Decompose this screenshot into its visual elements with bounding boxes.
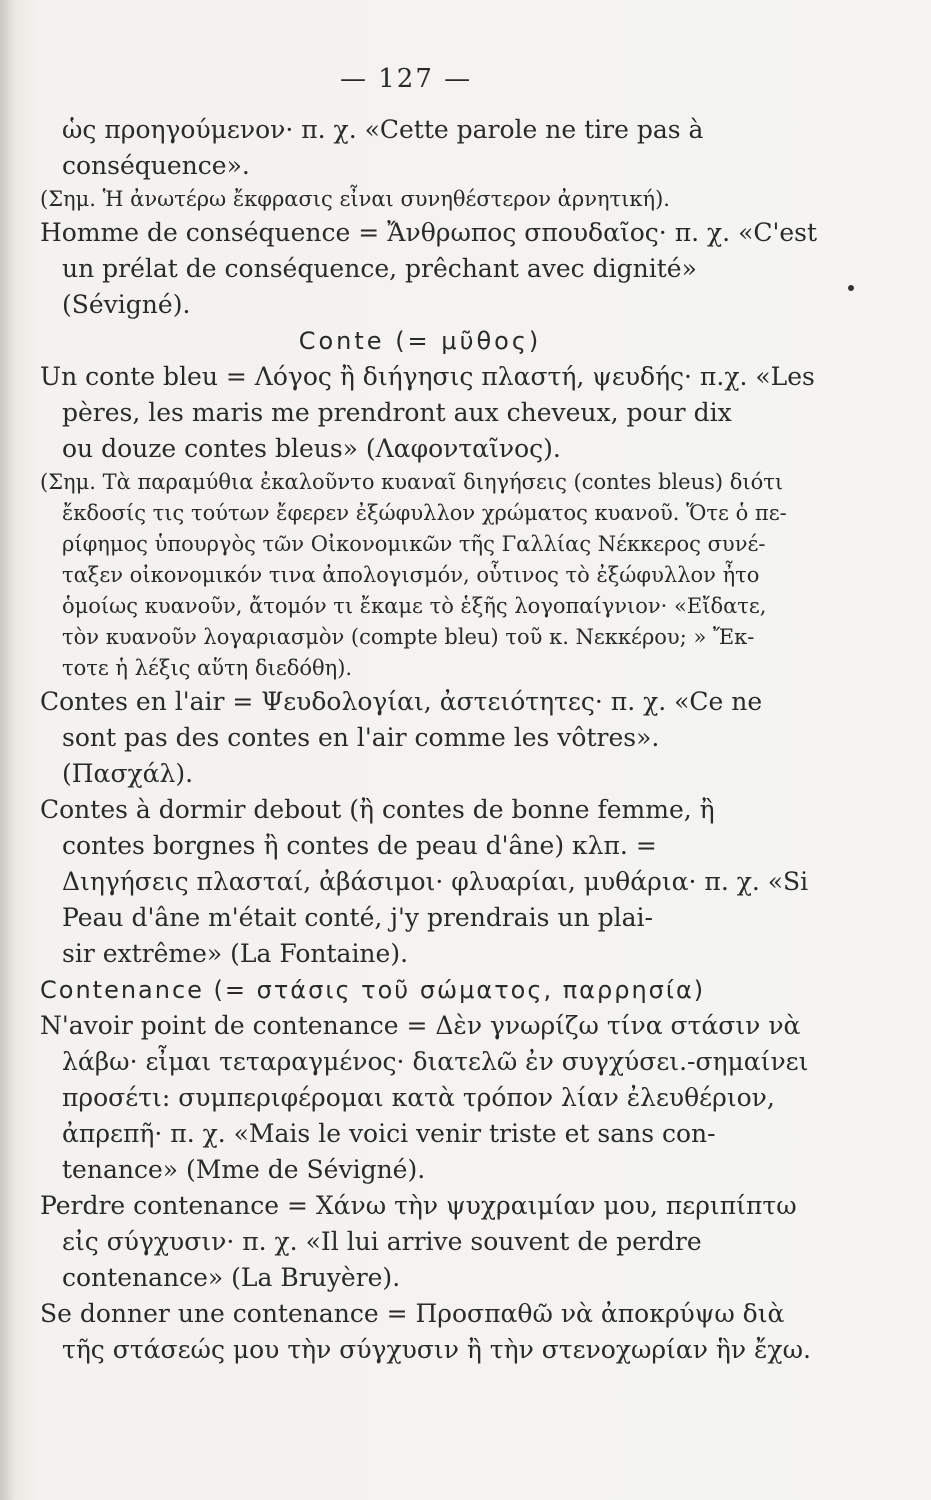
text-line: ἀπρεπῆ· π. χ. «Mais le voici venir triste et sans con- [62,1119,716,1148]
text-line: pères, les maris me prendront aux cheveux, pour dix [62,398,732,427]
text-line: Contes à dormir debout (ἢ contes de bonne femme, ἢ [40,795,715,824]
text-line: ρίφημος ὑπουργὸς τῶν Οἰκονομικῶν τῆς Γαλλίας Νέκκερος συνέ- [62,532,766,556]
text-line: contenance» (La Bruyère). [62,1263,401,1292]
text-line: contes borgnes ἢ contes de peau d'âne) κλπ. = [62,831,657,860]
text-line: (Sévigné). [62,290,191,319]
text-line: Conte (= μῦθος) [298,327,542,355]
text-line: (Σημ. Ἡ ἀνωτέρω ἔκφρασις εἶναι συνηθέστερον ἀρνητική). [40,187,670,211]
page-number: — 127 — [340,64,473,94]
text-line: Homme de conséquence = Ἄνθρωπος σπουδαῖος· π. χ. «C'est [40,218,818,247]
text-line: Contes en l'air = Ψευδολογίαι, ἀστειότητες· π. χ. «Ce ne [40,687,763,716]
text-line: Contenance (= στάσις τοῦ σώματος, παρρησία) [40,976,706,1004]
text-line: ou douze contes bleus» (Λαφονταῖνος). [62,434,561,463]
text-line: ὡς προηγούμενον· π. χ. «Cette parole ne tire pas à [62,115,704,144]
text-line: εἰς σύγχυσιν· π. χ. «Il lui arrive souvent de perdre [62,1227,702,1256]
text-line: sir extrême» (La Fontaine). [62,939,409,968]
text-line: λάβω· εἶμαι τεταραγμένος· διατελῶ ἐν συγχύσει.-σημαίνει [62,1047,809,1076]
text-line: tenance» (Mme de Sévigné). [62,1155,426,1184]
text-line: un prélat de conséquence, prêchant avec dignité» [62,254,697,283]
text-line: conséquence». [62,151,250,180]
text-line: (Πασχάλ). [62,759,194,788]
text-line: ἔκδοσίς τις τούτων ἔφερεν ἐξώφυλλον χρώματος κυανοῦ. Ὅτε ὁ πε- [62,501,787,525]
text-line: sont pas des contes en l'air comme les vôtres». [62,723,660,752]
text-line: Un conte bleu = Λόγος ἢ διήγησις πλαστή, ψευδής· π.χ. «Les [40,362,815,391]
text-line: Peau d'âne m'était conté, j'y prendrais un plai- [62,903,653,932]
page-gutter [0,0,14,1500]
page-body [40,112,818,1368]
text-line: τοτε ἡ λέξις αὕτη διεδόθη). [62,656,353,680]
ink-dot [848,285,854,291]
text-line: ταξεν οἰκονομικόν τινα ἀπολογισμόν, οὗτινος τὸ ἐξώφυλλον ἦτο [62,563,760,587]
text-line: τῆς στάσεώς μου τὴν σύγχυσιν ἢ τὴν στενοχωρίαν ἣν ἔχω. [62,1335,811,1364]
text-line: N'avoir point de contenance = Δὲν γνωρίζω τίνα στάσιν νὰ [40,1011,801,1040]
text-line: Διηγήσεις πλασταί, ἀβάσιμοι· φλυαρίαι, μυθάρια· π. χ. «Si [62,867,809,896]
text-line: τὸν κυανοῦν λογαριασμὸν (compte bleu) τοῦ κ. Νεκκέρου; » Ἔκ- [62,625,755,649]
text-line: προσέτι: συμπεριφέρομαι κατὰ τρόπον λίαν ἐλευθέριον, [62,1083,775,1112]
text-line: (Σημ. Τὰ παραμύθια ἐκαλοῦντο κυαναῖ διηγήσεις (contes bleus) διότι [40,470,784,494]
text-line: Se donner une contenance = Προσπαθῶ νὰ ἀποκρύψω διὰ [40,1299,785,1328]
text-line: ὁμοίως κυανοῦν, ἄτομόν τι ἔκαμε τὸ ἑξῆς λογοπαίγνιον· «Εἴδατε, [62,594,767,618]
text-line: Perdre contenance = Χάνω τὴν ψυχραιμίαν μου, περιπίπτω [40,1191,797,1220]
